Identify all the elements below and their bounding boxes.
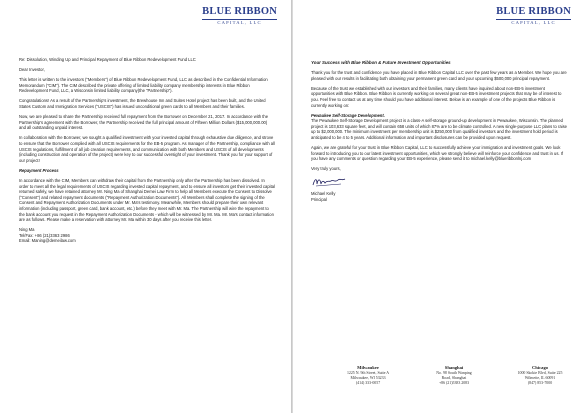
office-city: Milwaukee bbox=[357, 365, 379, 370]
letter-page-2 bbox=[293, 0, 585, 413]
logo-sub-text: CAPITAL, LLC bbox=[496, 19, 571, 26]
repayment-process-heading: Repayment Process bbox=[19, 167, 59, 173]
office-address-line: 1225 N. 9th Street, Suite A bbox=[346, 371, 390, 375]
signature-image bbox=[311, 175, 347, 189]
office-address-line: Road, Shanghai bbox=[441, 376, 467, 380]
logo-main-text: BLUE RIBBON bbox=[496, 6, 571, 17]
office-chicago bbox=[505, 365, 575, 386]
letter-page-1 bbox=[0, 0, 292, 413]
logo-sub-text: CAPITAL, LLC bbox=[202, 19, 277, 26]
logo-main-text: BLUE RIBBON bbox=[202, 6, 277, 17]
contact-tel: Tel/Fax: +86 (21)3363 2986 bbox=[19, 232, 70, 238]
office-address-line: No. 98 South Wanping bbox=[436, 371, 472, 375]
office-city: Chicago bbox=[531, 365, 549, 370]
salutation: Dear Investor, bbox=[19, 67, 45, 73]
pewaukee-heading: Pewaukee Self-Storage Development. bbox=[311, 112, 385, 118]
office-phone: (414) 333-0057 bbox=[355, 381, 381, 385]
paragraph-intro: This letter is written to the investors ("Members") of Blue Ribbon Redevelopment Fund, LLC as described in the Confidential Information Memorandum ("CIM"). The CIM described the private offering of limited liability company membership interests in Blue Ribbon Redevelopment Fund, LLC, a Wisconsin limited liability company(the "Partnership"). bbox=[19, 77, 268, 94]
blue-ribbon-logo bbox=[496, 7, 571, 25]
signer-name: Michael Kelly bbox=[311, 191, 336, 196]
paragraph-repayment-received: Now, we are pleased to share the Partnership received full repayment from the Borrower on December 21, 2017. In accordance with the Partnership's agreement with the Borrower, the Partnership received the full principal amount of Fifteen Million Dollars ($15,000,000.00) and all outstanding unpaid interest. bbox=[19, 114, 269, 131]
paragraph-thank-you: Thank you for the trust and confidence you have placed in Blue Ribbon Capital LLC over the past few years as a Member. We hope you are pleased with our results in facilitating both obtaining your permanent green card and your upcoming $500,000 principal repayment. bbox=[311, 70, 567, 81]
contact-name: Ning Ma bbox=[19, 227, 35, 233]
office-address-line: Milwaukee, WI 53233 bbox=[350, 376, 386, 380]
office-phone: (847) 853-7000 bbox=[527, 381, 553, 385]
signer-title: Principal bbox=[311, 196, 327, 202]
office-city: Shanghai bbox=[444, 365, 464, 370]
re-line: Re: Dissolution, Winding Up and Principal Repayment of Blue Ribbon Redevelopment Fund LLC bbox=[19, 57, 196, 62]
contact-email: Email: Maning@demeilaw.com bbox=[19, 238, 76, 244]
office-milwaukee bbox=[333, 365, 403, 386]
paragraph-pewaukee: The Pewaukee Self-Storage Development project is a class-A self-storage ground-up development in Pewaukee, Wisconsin. The planned project is 103,633 square feet, and will contain 658 units of which 87% are to be climate controlled. A new single-purpose LLC plans to raise up to $2,000,000. The minimum investment per membership unit is $250,000 from qualified investors and the investment hold period is anticipated to be 4 to 5 years. Additional information and important disclosures can be provided upon request. bbox=[311, 118, 567, 141]
success-heading: Your Success with Blue Ribbon & Future Investment Opportunities bbox=[311, 60, 451, 65]
office-address-line: Wilmette, IL 60091 bbox=[524, 376, 556, 380]
paragraph-collaboration: In collaboration with the Borrower, we sought a qualified investment with your invested capital through exhaustive due diligence, and strove to ensure that the Borrower complied with all USCIS requirements for the EB-5 program. As manager of the Partnership, compliance with all USCIS regulations, fulfillment of all job creation requirements, and communication with both Members and USCIS of all developments (including construction and operation of the project) were key to our successful oversight of your investment. Thank you for your support of our project! bbox=[19, 135, 275, 163]
office-footer bbox=[333, 365, 575, 386]
paragraph-gratitude: Again, we are grateful for your trust in Blue Ribbon Capital, LLC to successfully achieve your immigration and investment goals. We look forward to introducing you to our latest investment opportunities, which we strongly believe will reinforce your confidence and trust in us. If you have any comments or question regarding your EB-5 experience, please send it to michael.kelly@blueribbonlnj.com bbox=[311, 145, 564, 162]
blue-ribbon-logo bbox=[202, 7, 277, 25]
paragraph-repayment-process: In accordance with the CIM, Members can withdraw their capital from the Partnership only after the Partnership has been dissolved. In order to meet all the legal requirements of USCIS regarding invested capital repayment, and to ensure all investors get their invested capital returned safely, we have retained attorney Mr. Ning Ma of Shanghai Demei Law Firm to help all Members execute the Consent to Dissolve ("Consent") and related repayment documents ("Repayment Authorization Documents"). All Members shall complete the signing of the Consent and Repayment Authorization Documents under Mr. Ma's testimony. Meanwhile, Members should prepare their own relevant information (including passport, green card, bank account, etc.) before they meet with Mr. Ma. The Partnership will wire the repayment to the bank account you request in the Repayment Authorization Documents - which will be witnessed by Mr. Ma. Mr. Ma's contact information are as follows. Please make a reservation with attorney Mr. Ma within 30 days after you receive this letter. bbox=[19, 178, 275, 223]
office-shanghai bbox=[419, 365, 489, 386]
paragraph-congratulations: Congratulations! As a result of the Partnership's investment, the Brewhouse Inn and Suites Hotel project has been built, and the United States Custom and Immigration Services ("USCIS") has issued unconditional green cards to all Members and their families. bbox=[19, 98, 266, 110]
office-address-line: 1000 Skokie Blvd, Suite 225 bbox=[517, 371, 563, 375]
office-phone: +86 (21)5383 2083 bbox=[438, 381, 470, 385]
paragraph-opportunities: Because of the trust we established with our investors and their families, many clients have inquired about non-EB-5 investment opportunities with Blue Ribbon. Blue Ribbon is currently working on several great non-EB-5 investment projects that may be of interest to you. Feel free to contact us at any time should you have additional interest. Below is an example of one of the projects Blue Ribbon is currently working on: bbox=[311, 85, 562, 108]
closing: Very truly yours, bbox=[311, 166, 341, 172]
